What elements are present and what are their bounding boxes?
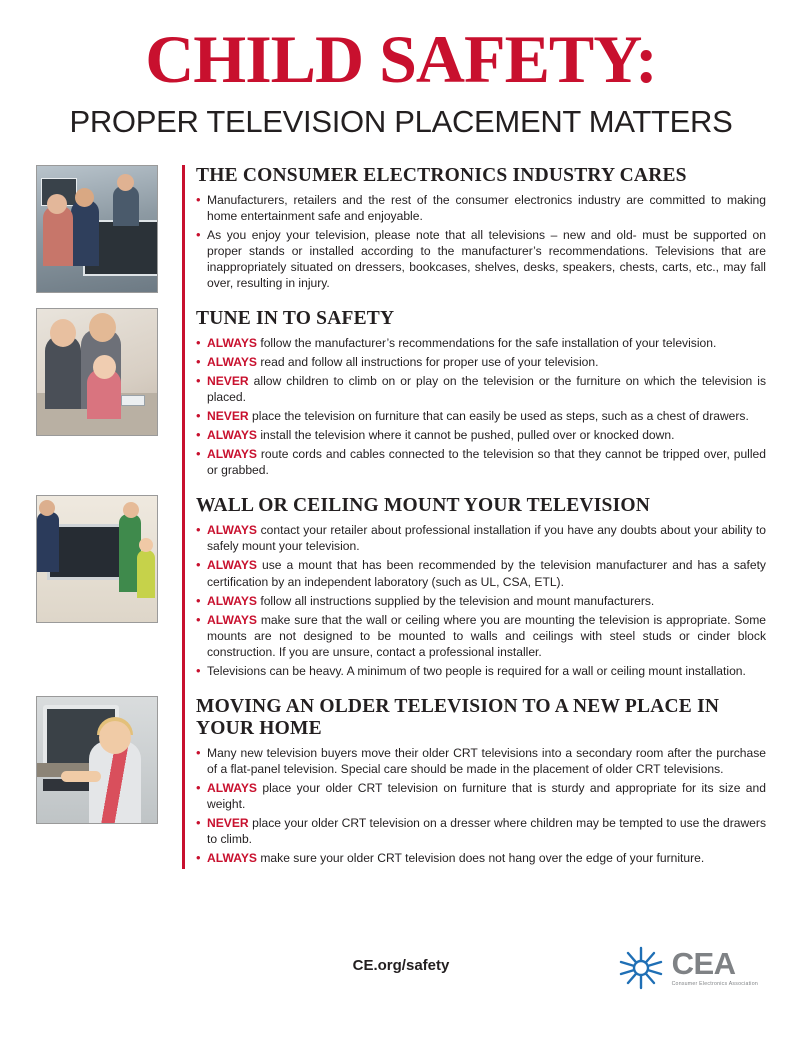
bullet-text: As you enjoy your television, please note that all televisions – new and old- must be supported on proper stands or installed according to the manufacturer’s recommendations. Televisions that are inappropriately situated on dressers, bookcases, shelves, desks, speakers, chests, carts, etc., may fall over, resulting in injury. [207, 227, 766, 290]
section-text [182, 165, 766, 294]
section-title: MOVING AN OLDER TELEVISION TO A NEW PLACE IN YOUR HOME [196, 696, 720, 739]
list-item [196, 745, 766, 777]
bullet-text: make sure that the wall or ceiling where you are mounting the television is appropriate. Some mounts are not designed to be mounted to walls and ceilings with steel studs or cinder block construction. If you are unsure, contact a professional installer. [207, 612, 766, 659]
bullet-list [196, 335, 766, 479]
bullet-list [196, 522, 766, 679]
section-text [182, 308, 766, 481]
bullet-keyword: ALWAYS [207, 428, 257, 443]
bullet-keyword: ALWAYS [207, 612, 257, 627]
list-item [196, 427, 766, 443]
bullet-text: allow children to climb on or play on the television or the furniture on which the television is placed. [207, 374, 766, 405]
bullet-text: place your older CRT television on furniture that is sturdy and appropriate for its size and weight. [207, 780, 766, 811]
poster-header [36, 0, 766, 139]
cea-tagline: Consumer Electronics Association [671, 981, 758, 988]
bullet-list [196, 192, 766, 291]
photo-family-watching-tv [36, 308, 158, 436]
photo-mounting-flat-panel-tv [36, 495, 158, 623]
bullet-list [196, 745, 766, 867]
bullet-keyword: ALWAYS [207, 780, 257, 795]
bullet-keyword: ALWAYS [207, 335, 257, 350]
section-title: WALL OR CEILING MOUNT YOUR TELEVISION [196, 495, 651, 517]
list-item [196, 446, 766, 478]
section-wall-or-ceiling-mount [36, 495, 766, 682]
bullet-keyword: ALWAYS [207, 447, 257, 462]
section-text [182, 495, 766, 682]
poster-footer [0, 945, 802, 1011]
bullet-keyword: ALWAYS [207, 851, 257, 866]
list-item [196, 557, 766, 589]
bullet-text: place the television on furniture that can easily be used as steps, such as a chest of drawers. [252, 409, 749, 424]
bullet-keyword: ALWAYS [207, 523, 257, 538]
bullet-text: contact your retailer about professional installation if you have any doubts about your ability to safely mount your television. [207, 523, 766, 554]
bullet-text: Manufacturers, retailers and the rest of the consumer electronics industry are committed to making home entertainment safe and enjoyable. [207, 192, 766, 223]
section-text [182, 696, 766, 869]
bullet-keyword: ALWAYS [207, 354, 257, 369]
thumbnail-column [36, 495, 182, 623]
list-item [196, 780, 766, 812]
thumbnail-column [36, 308, 182, 436]
bullet-keyword: ALWAYS [207, 558, 257, 573]
thumbnail-column [36, 696, 182, 824]
bullet-keyword: NEVER [207, 374, 249, 388]
list-item [196, 354, 766, 370]
list-item [196, 335, 766, 351]
bullet-keyword: ALWAYS [207, 593, 257, 608]
list-item [196, 850, 766, 866]
list-item [196, 815, 766, 847]
list-item [196, 192, 766, 224]
bullet-keyword: NEVER [207, 409, 249, 424]
section-consumer-electronics-industry-cares [36, 165, 766, 294]
cea-logo [618, 945, 758, 991]
photo-retail-store-shoppers [36, 165, 158, 293]
bullet-text: Televisions can be heavy. A minimum of two people is required for a wall or ceiling mount installation. [207, 663, 746, 678]
bullet-text: route cords and cables connected to the television so that they cannot be tripped over, pulled or grabbed. [207, 447, 766, 478]
section-title: THE CONSUMER ELECTRONICS INDUSTRY CARES [196, 164, 687, 186]
footer-url[interactable]: CE.org/safety [352, 957, 450, 974]
list-item [196, 663, 766, 679]
cea-wordmark: CEA [671, 946, 736, 982]
bullet-text: make sure your older CRT television does not hang over the edge of your furniture. [260, 851, 705, 866]
section-tune-in-to-safety [36, 308, 766, 481]
bullet-text: Many new television buyers move their older CRT televisions into a secondary room after the purchase of a flat-panel television. Special care should be made in the placement of older CRT televisions. [207, 745, 766, 776]
poster-body [36, 165, 766, 869]
bullet-text: use a mount that has been recommended by the television manufacturer and has a safety certification by an independent laboratory (such as UL, CSA, ETL). [207, 558, 766, 589]
bullet-keyword: NEVER [207, 815, 249, 830]
bullet-text: install the television where it cannot be pushed, pulled over or knocked down. [260, 428, 675, 443]
photo-child-at-crt-television [36, 696, 158, 824]
thumbnail-column [36, 165, 182, 293]
list-item [196, 612, 766, 660]
bullet-text: read and follow all instructions for proper use of your television. [260, 354, 599, 369]
section-moving-older-television [36, 696, 766, 869]
list-item [196, 373, 766, 405]
bullet-text: follow all instructions supplied by the television and mount manufacturers. [260, 593, 655, 608]
page-subtitle: PROPER TELEVISION PLACEMENT MATTERS [69, 103, 733, 139]
cea-starburst-logo-icon [618, 945, 664, 991]
vertical-divider [182, 165, 185, 869]
bullet-text: place your older CRT television on a dresser where children may be tempted to use the drawers to climb. [207, 815, 766, 847]
section-title: TUNE IN TO SAFETY [196, 308, 395, 330]
page-title: CHILD SAFETY: [145, 21, 657, 97]
list-item [196, 593, 766, 609]
list-item [196, 227, 766, 291]
bullet-text: follow the manufacturer’s recommendations for the safe installation of your television. [260, 335, 717, 350]
cea-logo-text [672, 948, 758, 987]
list-item [196, 408, 766, 424]
list-item [196, 522, 766, 554]
